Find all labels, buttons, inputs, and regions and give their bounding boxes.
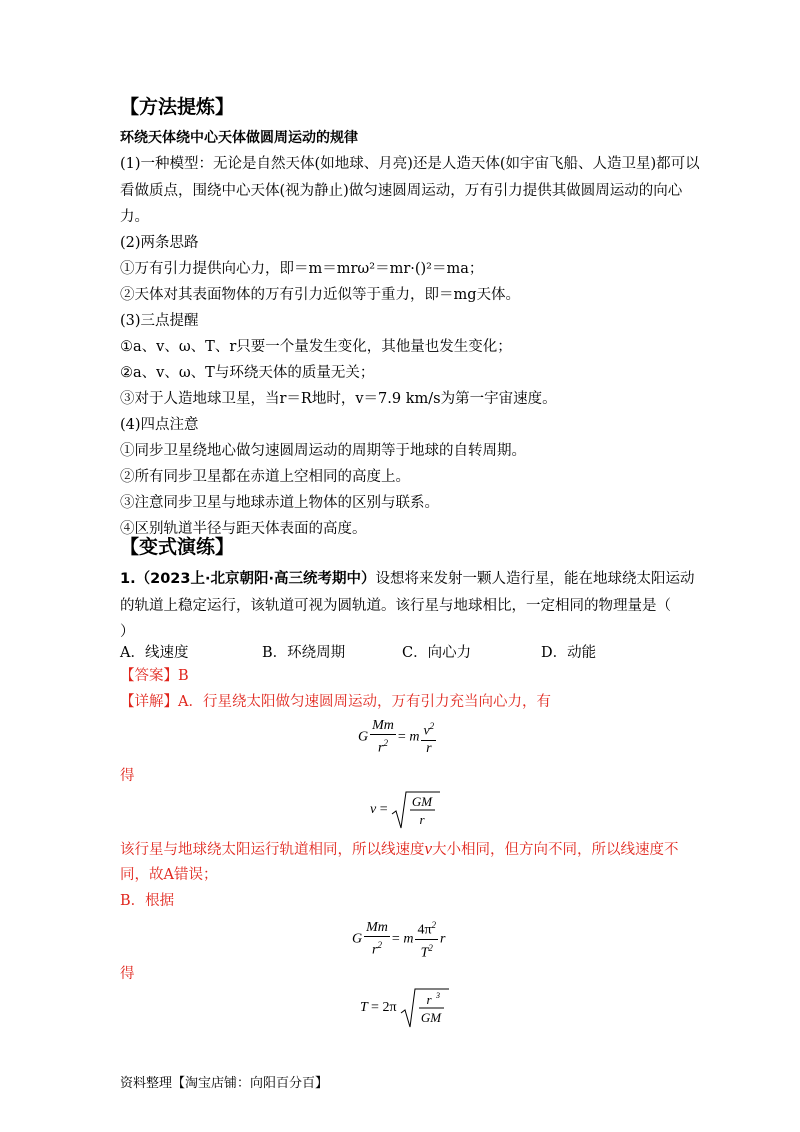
text-line: ①a、v、ω、T、r只要一个量发生变化，其他量也发生变化； — [120, 339, 512, 355]
explain-line-3: 同，故A错误； — [120, 867, 218, 883]
question-source: （2023上·北京朝阳·高三统考期中） — [135, 571, 376, 587]
text-line: ①同步卫星绕地心做匀速圆周运动的周期等于地球的自转周期。 — [120, 443, 526, 459]
text-line: ②所有同步卫星都在赤道上空相同的高度上。 — [120, 469, 410, 485]
sqrt-symbol — [391, 790, 441, 830]
svg-text:r: r — [426, 992, 432, 1007]
sqrt-symbol — [400, 987, 450, 1029]
text-line: (1)一种模型：无论是自然天体(如地球、月亮)还是人造天体(如宇宙飞船、人造卫星)都可以 — [120, 156, 700, 172]
question-line-1 — [120, 569, 694, 589]
explain-line-2: 该行星与地球绕太阳运行轨道相同，所以线速度v大小相同，但方向不同，所以线速度不 — [120, 839, 679, 858]
text-line: ④区别轨道半径与距天体表面的高度。 — [120, 521, 367, 537]
question-line-3: ） — [120, 624, 135, 640]
question-line-2: 的轨道上稳定运行，该轨道可视为圆轨道。该行星与地球相比，一定相同的物理量是（ — [120, 598, 671, 614]
text-line: ②a、v、ω、T与环绕天体的质量无关； — [120, 365, 375, 381]
formula-gravitation-period: G $\frac{Mm}{r^2}$ = m $\frac{4\pi^2}{T^2}$ r — [352, 917, 445, 961]
option-b: B．环绕周期 — [262, 645, 346, 661]
answer-line: 【答案】B — [120, 668, 189, 684]
text-line: ①万有引力提供向心力，即＝m＝mrω²＝mr·()²＝ma； — [120, 261, 484, 277]
formula-velocity: v = GM r — [370, 790, 441, 830]
text-line: (2)两条思路 — [120, 235, 199, 251]
explain-de-2: 得 — [120, 966, 135, 982]
formula-gravitation-velocity: G $\frac{Mm}{r^2}$ = m $\frac{v^2}{r}$ — [358, 718, 435, 756]
question-text: 设想将来发射一颗人造行星，能在地球绕太阳运动 — [375, 571, 695, 587]
svg-text:GM: GM — [412, 794, 433, 809]
explain-de-1: 得 — [120, 768, 135, 784]
question-number: 1. — [120, 571, 136, 587]
explain-line-4: B．根据 — [120, 893, 175, 909]
section-subheading: 环绕天体绕中心天体做圆周运动的规律 — [120, 130, 358, 146]
text-line: 力。 — [120, 209, 149, 225]
text-line: (3)三点提醒 — [120, 313, 199, 329]
svg-text:GM: GM — [420, 1010, 442, 1025]
text-line: 看做质点，围绕中心天体(视为静止)做匀速圆周运动，万有引力提供其做圆周运动的向心 — [120, 183, 683, 199]
option-a: A．线速度 — [120, 645, 189, 661]
section-heading-method: 【方法提炼】 — [120, 96, 235, 118]
text-line: ③对于人造地球卫星，当r＝R地时，v＝7.9 km/s为第一宇宙速度。 — [120, 391, 557, 407]
text-line: ②天体对其表面物体的万有引力近似等于重力，即＝mg天体。 — [120, 287, 521, 303]
text-line: (4)四点注意 — [120, 417, 199, 433]
text-line: ③注意同步卫星与地球赤道上物体的区别与联系。 — [120, 495, 439, 511]
footer: 资料整理【淘宝店铺：向阳百分百】 — [120, 1076, 329, 1091]
option-c: C．向心力 — [402, 645, 472, 661]
explain-line-1: 【详解】A．行星绕太阳做匀速圆周运动，万有引力充当向心力，有 — [120, 694, 551, 710]
svg-text:3: 3 — [436, 991, 441, 1000]
option-d: D．动能 — [541, 645, 597, 661]
svg-text:r: r — [419, 812, 425, 827]
explain-label: 【详解】 — [120, 694, 178, 710]
section-heading-practice: 【变式演练】 — [120, 536, 235, 558]
formula-period: T = 2π r 3 GM — [360, 987, 450, 1029]
